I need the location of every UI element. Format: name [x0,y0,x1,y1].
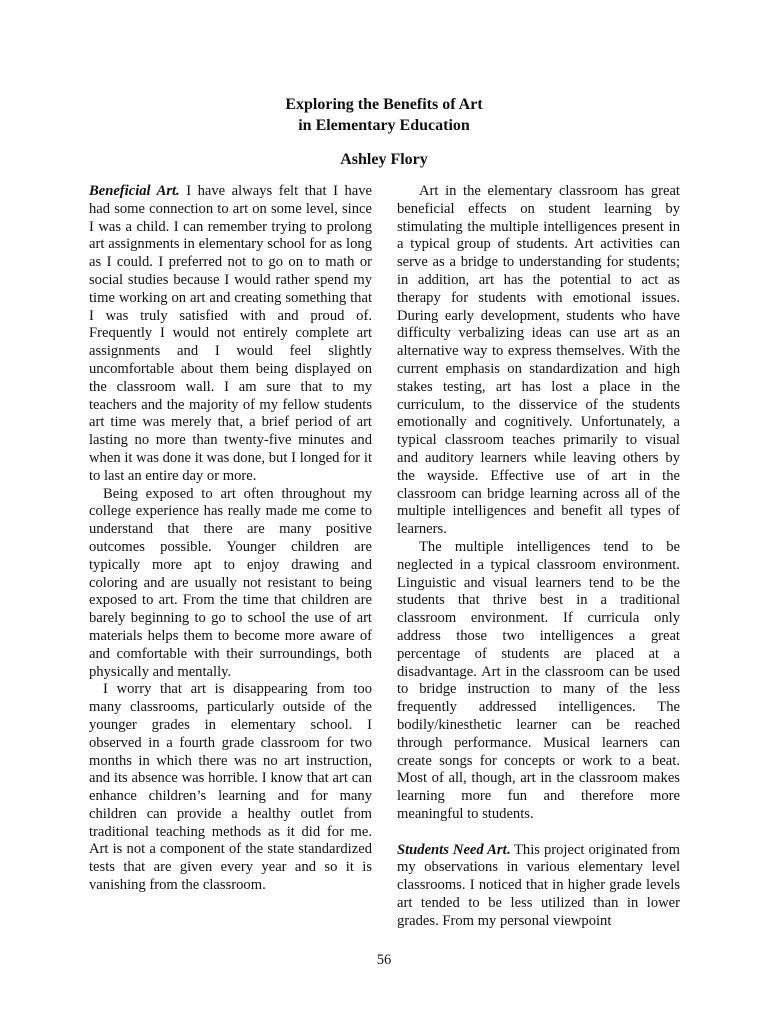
section-heading-students-need-art: Students Need Art [397,841,507,858]
left-paragraph-1-text: I have always felt that I have had some connection to art on some level, since I was a child. I can remember trying to prolong art assignments in elementary school for as long as I could. I preferred not to go on to math or social studies because I would rather spend my time working on art and creating something that I was truly satisfied with and proud of. Frequently I would not entirely complete art assignments and I would feel slightly uncomfortable about them being displayed on the classroom wall. I am sure that to my teachers and the majority of my fellow students art time was merely that, a brief period of art lasting no more than twenty-five minutes and when it was done it was done, but I longed for it to last an entire day or more. [89,183,372,484]
article-title [0,94,768,136]
section-heading-beneficial-art: Beneficial Art. [89,183,180,199]
title-line-1: Exploring the Benefits of Art [285,96,483,113]
left-paragraph-3: I worry that art is disappearing from too many classrooms, particularly outside of the younger grades in elementary school. I observed in a fourth grade classroom for two months in which there was no art instruction, and its absence was horrible. I know that art can enhance children’s learning and for many children can provide a healthy outlet from traditional teaching methods as it did for me. Art is not a component of the state standardized tests that are given every year and so it is vanishing from the classroom. [89,681,372,894]
right-column [397,183,680,931]
left-column [89,183,372,895]
page-number: 56 [376,952,392,968]
right-paragraph-3-text: This project originated from my observations in various elementary level classrooms. I noticed that in higher grade levels art tended to be less utilized than in lower grades. From my personal viewpoint [397,841,680,929]
left-paragraph-2: Being exposed to art often throughout my college experience has really made me come to understand that there are many positive outcomes possible. Younger children are typically more apt to enjoy drawing and coloring and are usually not resistant to being exposed to art. From the time that children are barely beginning to go to school the use of art materials helps them to become more aware of and comfortable with their surroundings, both physically and mentally. [89,485,372,680]
article-author: Ashley Flory [340,151,428,168]
heading-period: . [506,841,511,858]
right-paragraph-2: The multiple intelligences tend to be neglected in a typical classroom environment. Linguistic and visual learners tend to be the students that thrive best in a traditional classroom environment. If curricula only address those two intelligences a great percentage of students are placed at a disadvantage. Art in the classroom can be used to bridge instruction to many of the less frequently addressed intelligences. The bodily/kinesthetic learner can be reached through performance. Musical learners can create songs for concepts or work to a beat. Most of all, though, art in the classroom makes learning more fun and therefore more meaningful to students. [397,538,680,822]
right-paragraph-1: Art in the elementary classroom has great beneficial effects on student learning by stimulating the multiple intelligences present in a typical group of students. Art activities can serve as a bridge to understanding for students; in addition, art has the potential to act as therapy for students with emotional issues. During early development, students who have difficulty verbalizing ideas can use art as an alternative way to express themselves. With the current emphasis on standardization and high stakes testing, art has lost a place in the curriculum, to the disservice of the students emotionally and cognitively. Unfortunately, a typical classroom teaches primarily to visual and auditory learners while leaving others by the wayside. Effective use of art in the classroom can bridge learning across all of the multiple intelligences and benefit all types of learners. [397,183,680,538]
title-line-2: in Elementary Education [298,117,470,134]
left-paragraph-1 [89,183,372,486]
right-paragraph-3 [397,842,680,931]
